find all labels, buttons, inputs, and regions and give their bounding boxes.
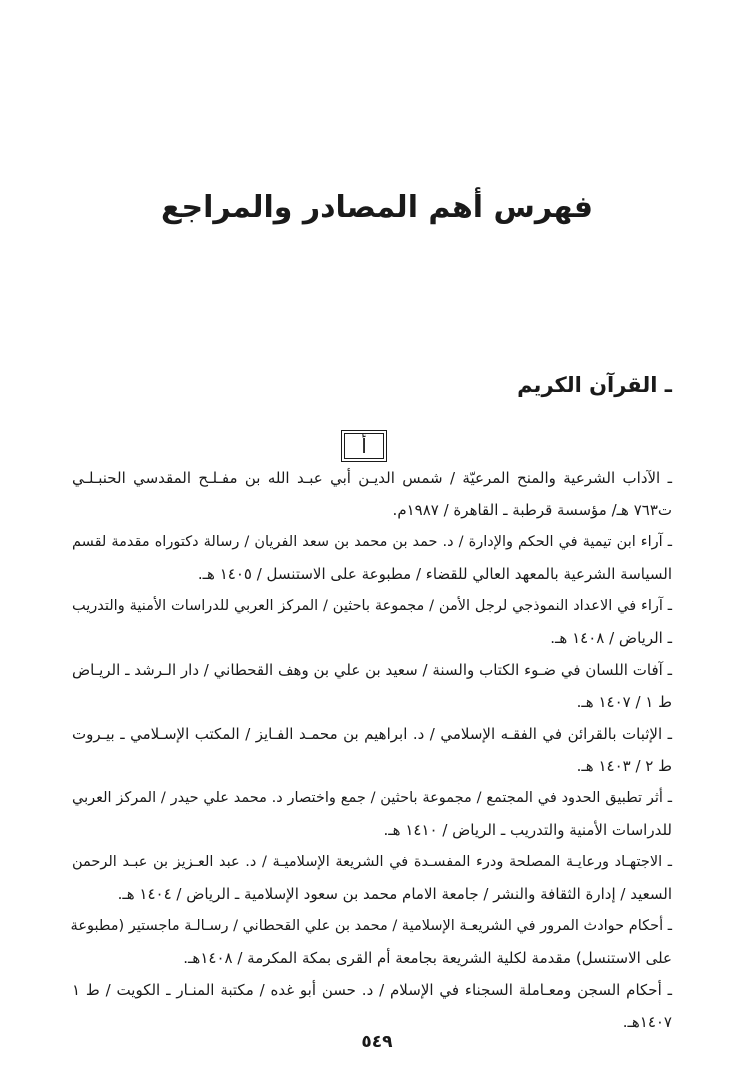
reference-entry	[72, 462, 672, 526]
reference-line: ـ أثر تطبيق الحدود في المجتمع / مجموعة باحثين / جمع واختصار د. محمد علي حيدر / المركز العربي	[72, 790, 672, 806]
reference-entry	[72, 910, 672, 974]
reference-line: ت٧٦٣ هـ/ مؤسسة قرطبة ـ القاهرة / ١٩٨٧م.	[392, 501, 672, 519]
reference-line: ١٤٠٧هـ.	[622, 1013, 672, 1031]
reference-line: ـ آفات اللسان في ضـوء الكتاب والسنة / سعيد بن علي بن وهف القحطاني / دار الـرشد ـ الريـاض	[72, 661, 672, 679]
reference-entry	[72, 782, 672, 846]
reference-line: ـ الآداب الشرعية والمنح المرعيّة / شمس الديـن أبي عبـد الله بن مفـلـح المقدسي الحنبـلـي	[72, 469, 672, 487]
reference-entry	[72, 526, 672, 590]
reference-line: للدراسات الأمنية والتدريب ـ الرياض / ١٤١٠ هـ.	[383, 821, 672, 839]
reference-entry	[72, 718, 672, 782]
reference-line: ـ أحكام حوادث المرور في الشريعـة الإسلامية / محمد بن علي القحطاني / رسـالـة ماجستير (مطبوعة	[70, 918, 672, 934]
letter-index-box	[341, 430, 387, 462]
reference-line: السعيد / إدارة الثقافة والنشر / جامعة الامام محمد بن سعود الإسلامية ـ الرياض / ١٤٠٤ هـ.	[117, 885, 672, 903]
letter-index-label: أ	[361, 434, 367, 458]
reference-line: ـ الرياض / ١٤٠٨ هـ.	[550, 629, 672, 647]
references-list	[72, 462, 672, 1038]
reference-line: ـ آراء في الاعداد النموذجي لرجل الأمن / مجموعة باحثين / المركز العربي للدراسات الأمنية والتدريب	[72, 598, 672, 614]
reference-entry	[72, 590, 672, 654]
reference-line: ـ آراء ابن تيمية في الحكم والإدارة / د. حمد بن محمد بن سعد الفريان / رسالة دكتوراه مقدمة لقسم	[72, 534, 672, 550]
reference-entry	[72, 654, 672, 718]
reference-line: ط ١ / ١٤٠٧ هـ.	[576, 693, 672, 711]
section-heading: ـ القرآن الكريم	[517, 373, 672, 397]
reference-line: ـ الاجتهـاد ورعايـة المصلحة ودرء المفسـدة في الشريعة الإسلاميـة / د. عبد العـزيز بن عبـد الرحمن	[72, 854, 672, 870]
reference-entry	[72, 974, 672, 1038]
reference-line: ـ الإثبات بالقرائن في الفقـه الإسلامي / د. ابراهيم بن محمـد الفـايز / المكتب الإسـلامي ـ بيـروت	[72, 725, 672, 743]
reference-line: على الاستنسل) مقدمة لكلية الشريعة بجامعة أم القرى بمكة المكرمة / ١٤٠٨هـ.	[183, 949, 672, 967]
reference-line: ط ٢ / ١٤٠٣ هـ.	[576, 757, 672, 775]
page-number: ٥٤٩	[361, 1032, 393, 1052]
reference-line: السياسة الشرعية بالمعهد العالي للقضاء / مطبوعة على الاستنسل / ١٤٠٥ هـ.	[197, 565, 672, 583]
page-title: فهرس أهم المصادر والمراجع	[161, 190, 593, 225]
reference-line: ـ أحكام السجن ومعـاملة السجناء في الإسلام / د. حسن أبو غده / مكتبة المنـار ـ الكويت / ط ١	[72, 981, 672, 999]
reference-entry	[72, 846, 672, 910]
